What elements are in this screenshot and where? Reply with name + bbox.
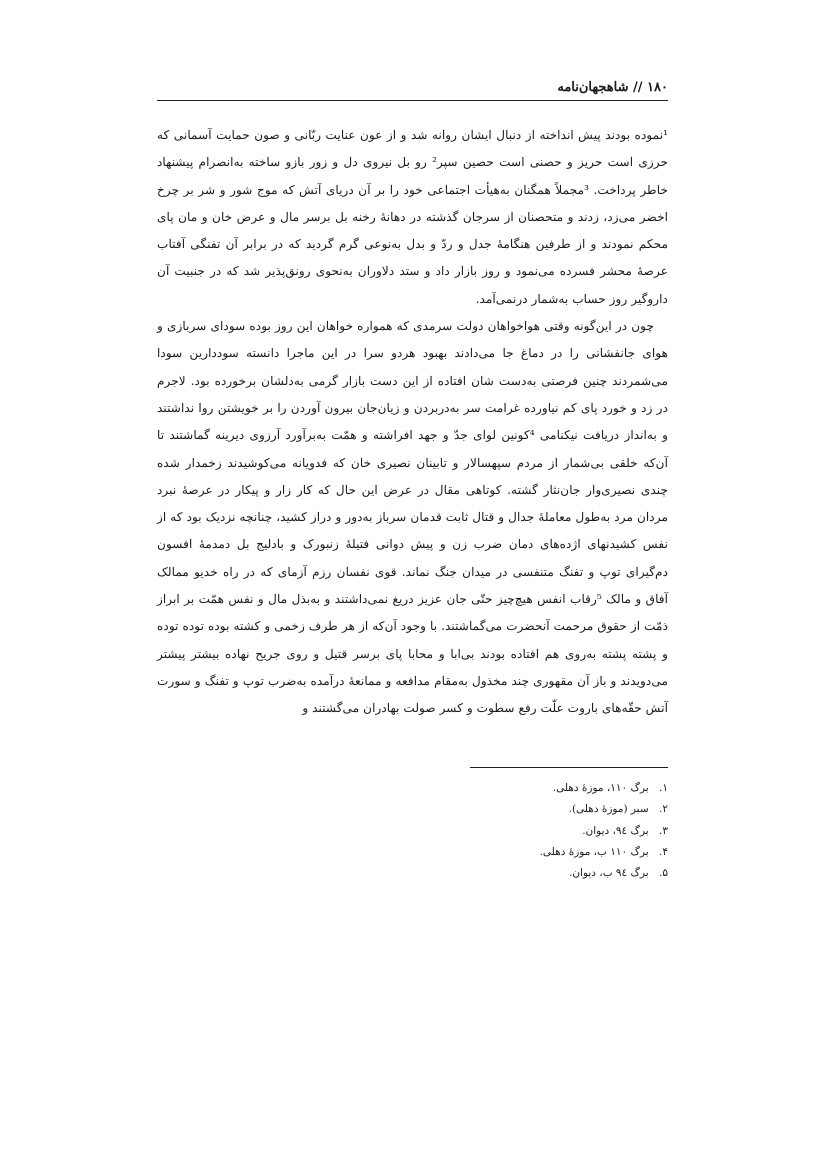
footnote-number: ۳. [659, 824, 668, 837]
footnote-text: سبر (موزهٔ دهلی). [568, 803, 649, 816]
footnote [157, 821, 668, 842]
paragraph: چون در این‌گونه وقتی هواخواهان دولت سرمدی که همواره خواهان این روز بوده سودای سربازی و هوای جانفشانی را در دماغ جا می‌دادند بهبود هردو سرا در این ماجرا دانسته سوددارین سودا می‌شمردند چنین فرصتی به‌دست شان افتاده از این دست بازار گرمی به‌دلشان برخورده بود. لاجرم در زد و خورد پای کم نیاورده غرامت سر به‌دربردن و زیان‌جان بیرون آوردن را بر خویشتن روا نداشتند و به‌انداز دریافت نیکنامی ⁴کونین لوای جدّ و جهد افراشته و همّت به‌برآورد آرزوی دیرینه گماشتند تا آن‌که خلقی بی‌شمار از مردم سپهسالار و تابینان نصیری خان که فدویانه می‌کوشیدند زخمدار شده چندی نصیری‌وار جان‌نثار گشته. کوتاهی مقال در عرض این حال که کار زار و پیکار در عرصهٔ نبرد مردان مرد به‌طول معاملهٔ جدال و قتال ثابت قدمان سرباز به‌دور و دراز کشید، چنانچه نزدیک بود که از نفس کشیدنهای اژده‌های دمان ضرب زن و پیش دوانی فتیلهٔ زنبورک و بادلیج بل دمدمهٔ افسون دم‌گیرای توپ و تفنگ متنفسی در میدان جنگ نماند. قوی نفسان رزم آزمای که در راه خدیو ممالک آفاق و مالک ⁵رقاب انفس هیچ‌چیز حتّی جان عزیز دریغ نمی‌داشتند و به‌بذل مال و نفس همّت بر ابراز ذمّت از حقوق مرحمت آنحضرت می‌گماشتند. با وجود آن‌که از هر طرف زخمی و کشته بوده توده توده و پشته پشته به‌روی هم افتاده بودند بی‌ابا و محابا پای برسر قتیل و روی جریح نهاده بیشتر پیشتر می‌دویدند و باز آن مقهوری چند مخذول به‌مقام مدافعه و ممانعهٔ درآمده به‌ضرب توپ و تفنگ و سورت آتش حقّه‌های باروت علّت رفع سطوت و کسر صولت بهادران می‌گشتند و [157, 319, 668, 716]
footnote [157, 863, 668, 884]
footnote-number: ۲. [659, 803, 668, 816]
footnote [157, 778, 668, 799]
footnote-text: برگ ۹٤ ب، دیوان. [568, 867, 649, 880]
footnote-number: ۴. [659, 845, 668, 858]
footnote [157, 799, 668, 820]
footnote-text: برگ ۹٤، دیوان. [582, 824, 649, 837]
body-text [157, 122, 668, 723]
footnote-number: ۱. [659, 782, 668, 794]
footnote [157, 842, 668, 863]
footnote-text: برگ ۱۱۰ ب، موزهٔ دهلی. [539, 845, 649, 858]
header-rule [157, 100, 668, 101]
running-head: ۱۸۰ // شاهجهان‌نامه [557, 80, 668, 95]
footnote-number: ۵. [659, 867, 668, 880]
footnote-text: برگ ۱۱۰، موزهٔ دهلی. [552, 782, 649, 794]
footnotes [157, 778, 668, 884]
footnote-rule [470, 767, 668, 768]
paragraph: ¹نموده بودند پیش انداخته از دنبال ایشان روانه شد و از عون عنایت ربّانی و صون حمایت آسمانی که حرزی است حریز و حصنی است حصین سپر² رو بل نیروی دل و زور بازو ساخته به‌انصرام پیشنهاد خاطر پرداخت. ³مجملاً همگنان به‌هیأت اجتماعی خود را بر آن دریای آتش که موج شور و شر بر چرخ اخضر می‌زد، زدند و متحصنان از سرجان گذشته در دهانهٔ رخنه بل برسر مال و عرض خان و مان پای محکم نمودند و از طرفین هنگامهٔ جدل و ردّ و بدل به‌نوعی گرم گردید که در برابر آن تفنگی آفتاب عرصهٔ محشر فسرده می‌نمود و روز بازار داد و ستد دلاوران به‌نحوی رونق‌پذیر شد که در جنبیت آن داروگیر روز حساب به‌شمار درنمی‌آمد. [157, 128, 669, 306]
